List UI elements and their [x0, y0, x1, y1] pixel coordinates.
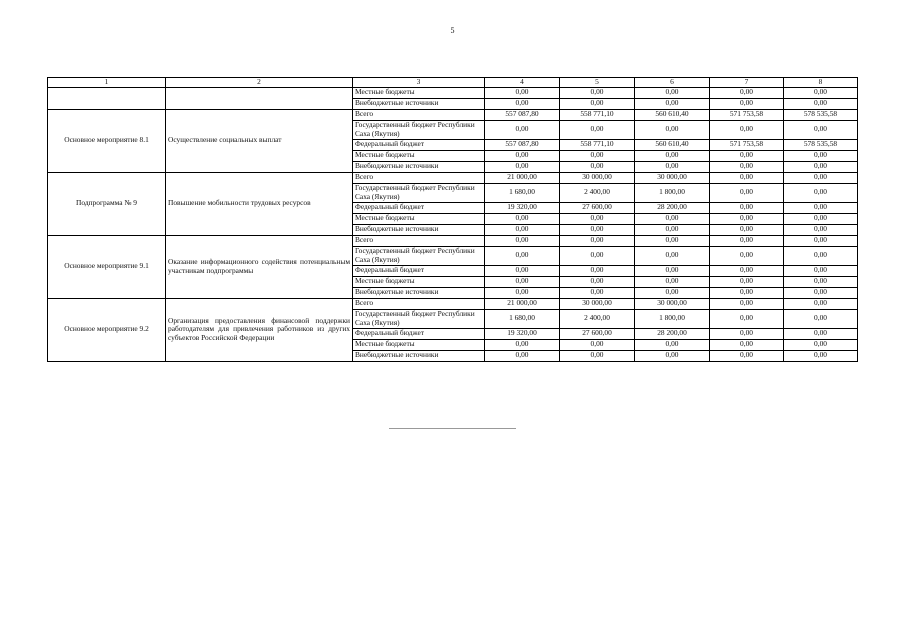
- amount-cell: 1 680,00: [485, 183, 560, 202]
- amount-cell: 27 600,00: [560, 328, 635, 339]
- amount-cell: 0,00: [560, 265, 635, 276]
- amount-cell: 1 800,00: [635, 183, 710, 202]
- funding-source: Всего: [353, 298, 485, 309]
- amount-cell: 0,00: [560, 98, 635, 109]
- amount-cell: 0,00: [710, 87, 784, 98]
- table-body: [48, 78, 858, 362]
- amount-cell: 30 000,00: [560, 172, 635, 183]
- amount-cell: 0,00: [485, 98, 560, 109]
- amount-cell: 0,00: [635, 235, 710, 246]
- program-name: [48, 87, 166, 109]
- amount-cell: 30 000,00: [635, 298, 710, 309]
- amount-cell: 0,00: [635, 87, 710, 98]
- funding-source: Государственный бюджет Республики Саха (Якутия): [353, 120, 485, 139]
- amount-cell: 0,00: [784, 309, 858, 328]
- funding-source: Федеральный бюджет: [353, 328, 485, 339]
- amount-cell: 0,00: [485, 276, 560, 287]
- amount-cell: 0,00: [485, 287, 560, 298]
- amount-cell: 0,00: [560, 350, 635, 361]
- amount-cell: 19 320,00: [485, 202, 560, 213]
- amount-cell: 558 771,10: [560, 109, 635, 120]
- funding-source: Всего: [353, 235, 485, 246]
- amount-cell: 0,00: [635, 224, 710, 235]
- program-name: Подпрограмма № 9: [48, 172, 166, 235]
- amount-cell: 0,00: [560, 150, 635, 161]
- table-row: [48, 172, 858, 183]
- amount-cell: 0,00: [710, 265, 784, 276]
- amount-cell: 0,00: [710, 235, 784, 246]
- amount-cell: 28 200,00: [635, 202, 710, 213]
- amount-cell: 0,00: [784, 172, 858, 183]
- amount-cell: 578 535,58: [784, 139, 858, 150]
- funding-source: Местные бюджеты: [353, 213, 485, 224]
- amount-cell: 571 753,58: [710, 109, 784, 120]
- program-description: Повышение мобильности трудовых ресурсов: [166, 172, 353, 235]
- amount-cell: 0,00: [784, 339, 858, 350]
- table-row: [48, 235, 858, 246]
- amount-cell: 0,00: [784, 120, 858, 139]
- program-name: Основное мероприятие 9.2: [48, 298, 166, 361]
- amount-cell: 0,00: [710, 350, 784, 361]
- amount-cell: 0,00: [784, 161, 858, 172]
- amount-cell: 0,00: [710, 224, 784, 235]
- funding-source: Всего: [353, 109, 485, 120]
- amount-cell: 0,00: [485, 224, 560, 235]
- amount-cell: 0,00: [485, 150, 560, 161]
- amount-cell: 0,00: [485, 87, 560, 98]
- amount-cell: 1 680,00: [485, 309, 560, 328]
- amount-cell: 0,00: [485, 350, 560, 361]
- funding-source: Внебюджетные источники: [353, 287, 485, 298]
- funding-source: Внебюджетные источники: [353, 350, 485, 361]
- amount-cell: 0,00: [710, 172, 784, 183]
- amount-cell: 0,00: [635, 161, 710, 172]
- amount-cell: 0,00: [784, 246, 858, 265]
- amount-cell: 578 535,58: [784, 109, 858, 120]
- column-header: 6: [635, 78, 710, 88]
- program-description: Организация предоставления финансовой поддержки работодателям для привлечения работников из других субъектов Российской Федерации: [166, 298, 353, 361]
- budget-table: [47, 77, 858, 362]
- amount-cell: 0,00: [560, 287, 635, 298]
- amount-cell: 0,00: [485, 120, 560, 139]
- amount-cell: 0,00: [710, 328, 784, 339]
- amount-cell: 0,00: [485, 213, 560, 224]
- amount-cell: 0,00: [784, 298, 858, 309]
- amount-cell: 0,00: [710, 298, 784, 309]
- amount-cell: 0,00: [710, 339, 784, 350]
- amount-cell: 27 600,00: [560, 202, 635, 213]
- amount-cell: 0,00: [710, 276, 784, 287]
- funding-source: Федеральный бюджет: [353, 265, 485, 276]
- amount-cell: 0,00: [635, 246, 710, 265]
- amount-cell: 0,00: [784, 276, 858, 287]
- funding-source: Всего: [353, 172, 485, 183]
- funding-source: Внебюджетные источники: [353, 161, 485, 172]
- amount-cell: 0,00: [710, 309, 784, 328]
- amount-cell: 0,00: [485, 339, 560, 350]
- program-description: Оказание информационного содействия потенциальным участникам подпрограммы: [166, 235, 353, 298]
- amount-cell: 0,00: [784, 328, 858, 339]
- funding-source: Внебюджетные источники: [353, 98, 485, 109]
- amount-cell: 0,00: [784, 98, 858, 109]
- amount-cell: 1 800,00: [635, 309, 710, 328]
- amount-cell: 0,00: [710, 202, 784, 213]
- amount-cell: 0,00: [560, 339, 635, 350]
- amount-cell: 30 000,00: [560, 298, 635, 309]
- amount-cell: 0,00: [635, 265, 710, 276]
- amount-cell: 0,00: [635, 213, 710, 224]
- amount-cell: 0,00: [635, 350, 710, 361]
- amount-cell: 558 771,10: [560, 139, 635, 150]
- amount-cell: 0,00: [784, 150, 858, 161]
- amount-cell: 0,00: [784, 213, 858, 224]
- amount-cell: 0,00: [710, 183, 784, 202]
- amount-cell: 0,00: [635, 339, 710, 350]
- amount-cell: 0,00: [635, 98, 710, 109]
- funding-source: Федеральный бюджет: [353, 202, 485, 213]
- page-number: 5: [450, 26, 455, 35]
- program-description: Осуществление социальных выплат: [166, 109, 353, 172]
- amount-cell: 21 000,00: [485, 298, 560, 309]
- amount-cell: 0,00: [710, 161, 784, 172]
- funding-source: Внебюджетные источники: [353, 224, 485, 235]
- amount-cell: 0,00: [710, 120, 784, 139]
- footer-divider: [389, 428, 516, 429]
- amount-cell: 0,00: [710, 213, 784, 224]
- amount-cell: 28 200,00: [635, 328, 710, 339]
- amount-cell: 0,00: [560, 213, 635, 224]
- amount-cell: 0,00: [784, 265, 858, 276]
- amount-cell: 560 610,40: [635, 109, 710, 120]
- amount-cell: 0,00: [560, 224, 635, 235]
- amount-cell: 0,00: [560, 87, 635, 98]
- column-header: 3: [353, 78, 485, 88]
- funding-source: Местные бюджеты: [353, 339, 485, 350]
- amount-cell: 0,00: [635, 276, 710, 287]
- amount-cell: 0,00: [635, 120, 710, 139]
- amount-cell: 0,00: [635, 287, 710, 298]
- amount-cell: 0,00: [560, 276, 635, 287]
- amount-cell: 0,00: [560, 235, 635, 246]
- header-row: [48, 78, 858, 88]
- amount-cell: 0,00: [710, 150, 784, 161]
- amount-cell: 557 087,80: [485, 109, 560, 120]
- amount-cell: 0,00: [784, 202, 858, 213]
- amount-cell: 0,00: [560, 120, 635, 139]
- amount-cell: 0,00: [784, 235, 858, 246]
- amount-cell: 2 400,00: [560, 309, 635, 328]
- amount-cell: 571 753,58: [710, 139, 784, 150]
- amount-cell: 0,00: [710, 287, 784, 298]
- funding-source: Государственный бюджет Республики Саха (Якутия): [353, 246, 485, 265]
- funding-source: Государственный бюджет Республики Саха (Якутия): [353, 309, 485, 328]
- funding-source: Федеральный бюджет: [353, 139, 485, 150]
- amount-cell: 557 087,80: [485, 139, 560, 150]
- amount-cell: 0,00: [784, 183, 858, 202]
- program-name: Основное мероприятие 8.1: [48, 109, 166, 172]
- table-row: [48, 109, 858, 120]
- amount-cell: 0,00: [635, 150, 710, 161]
- amount-cell: 19 320,00: [485, 328, 560, 339]
- funding-source: Местные бюджеты: [353, 150, 485, 161]
- column-header: 2: [166, 78, 353, 88]
- program-description: [166, 87, 353, 109]
- column-header: 7: [710, 78, 784, 88]
- amount-cell: 30 000,00: [635, 172, 710, 183]
- amount-cell: 0,00: [485, 235, 560, 246]
- amount-cell: 560 610,40: [635, 139, 710, 150]
- amount-cell: 0,00: [710, 246, 784, 265]
- table-row: [48, 298, 858, 309]
- amount-cell: 0,00: [784, 287, 858, 298]
- amount-cell: 21 000,00: [485, 172, 560, 183]
- funding-source: Местные бюджеты: [353, 276, 485, 287]
- amount-cell: 0,00: [485, 265, 560, 276]
- amount-cell: 0,00: [784, 224, 858, 235]
- amount-cell: 0,00: [784, 87, 858, 98]
- column-header: 4: [485, 78, 560, 88]
- funding-source: Государственный бюджет Республики Саха (Якутия): [353, 183, 485, 202]
- amount-cell: 0,00: [560, 161, 635, 172]
- amount-cell: 0,00: [710, 98, 784, 109]
- program-name: Основное мероприятие 9.1: [48, 235, 166, 298]
- column-header: 1: [48, 78, 166, 88]
- amount-cell: 0,00: [560, 246, 635, 265]
- funding-source: Местные бюджеты: [353, 87, 485, 98]
- amount-cell: 0,00: [784, 350, 858, 361]
- amount-cell: 0,00: [485, 161, 560, 172]
- amount-cell: 0,00: [485, 246, 560, 265]
- table-row: [48, 87, 858, 98]
- column-header: 5: [560, 78, 635, 88]
- column-header: 8: [784, 78, 858, 88]
- amount-cell: 2 400,00: [560, 183, 635, 202]
